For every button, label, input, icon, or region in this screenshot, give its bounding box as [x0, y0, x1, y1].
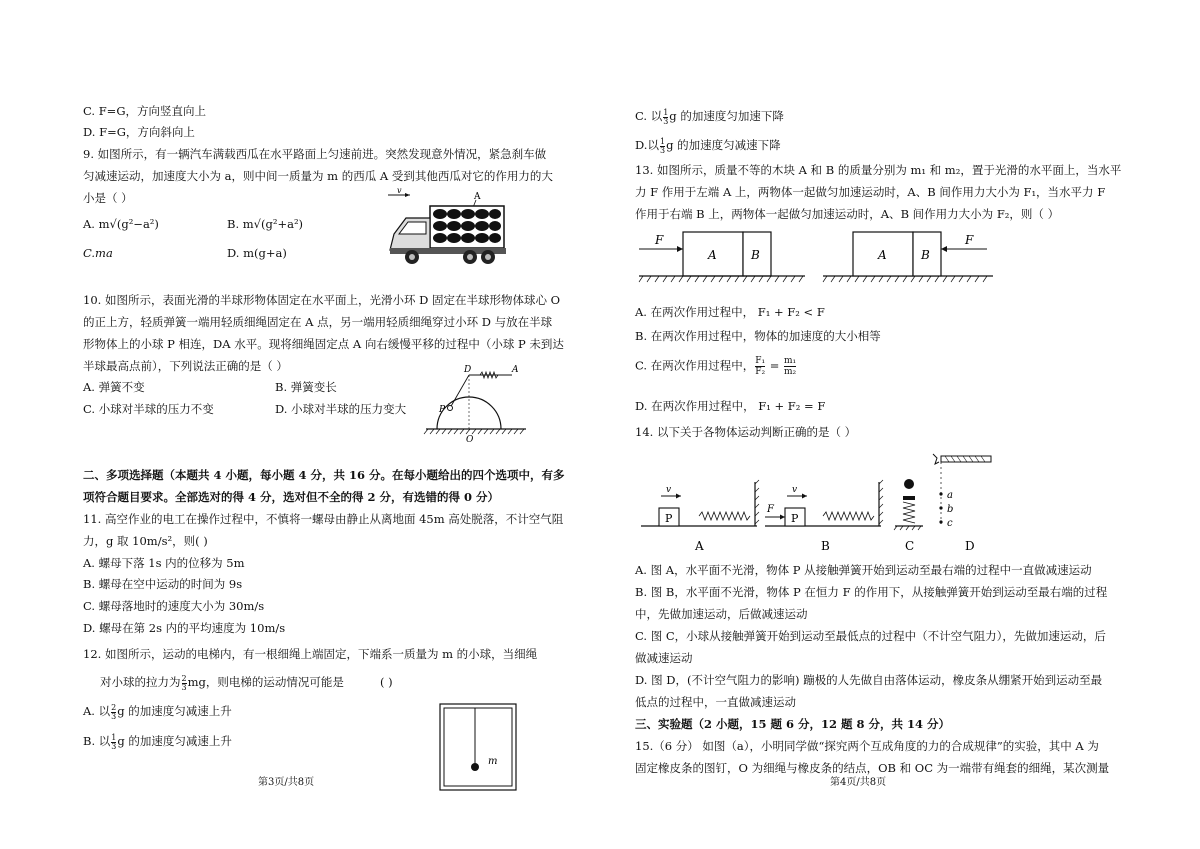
truck-watermelon-figure: [380, 188, 510, 270]
q14-option-c-line1: C. 图 C，小球从接触弹簧开始到运动至最低点的过程中（不计空气阻力），先做加速运动，后: [635, 629, 1106, 643]
q13-stem-line3: 作用于右端 B 上，两物体一起做匀加速运动时，A、B 间作用力大小为 F₂，则（ ）: [635, 207, 1060, 221]
svg-text:c: c: [947, 518, 953, 529]
q8-option-d: D. F=G，方向斜向上: [83, 125, 195, 139]
q9-stem-line2: 匀减速运动，加速度大小为 a，则中间一质量为 m 的西瓜 A 受到其他西瓜对它的作用力的大: [83, 169, 553, 183]
q14-stem: 14. 以下关于各物体运动判断正确的是（ ）: [635, 425, 857, 439]
q11-stem-line2: 力，g 取 10m/s²，则( ): [83, 534, 208, 548]
section2-heading-line1: 二、多项选择题（本题共 4 小题，每小题 4 分，共 16 分。在每小题给出的四个选项中，有多: [83, 468, 565, 482]
q10-option-d: D. 小球对半球的压力变大: [275, 402, 407, 416]
q11-option-c: C. 螺母落地时的速度大小为 30m/s: [83, 599, 265, 613]
q10-stem-line3: 形物体上的小球 P 相连，DA 水平。现将细绳固定点 A 向右缓慢平移的过程中（小球 P 未到达: [83, 337, 564, 351]
q11-option-d: D. 螺母在第 2s 内的平均速度为 10m/s: [83, 621, 286, 635]
q15-stem-line1: 15.（6 分） 如图（a），小明同学做“探究两个互成角度的力的合成规律”的实验，其中 A 为: [635, 739, 1099, 753]
svg-text:F: F: [767, 504, 774, 515]
svg-text:B: B: [921, 248, 930, 262]
q12-answer-blank: ( ): [380, 675, 393, 689]
svg-text:A: A: [695, 539, 704, 553]
q13-option-a: A. 在两次作用过程中， F₁ + F₂ < F: [635, 305, 825, 319]
q10-stem-line4: 半球最高点前），下列说法正确的是（ ）: [83, 359, 288, 373]
q9-stem-line1: 9. 如图所示，有一辆汽车满载西瓜在水平路面上匀速前进。突然发现意外情况，紧急刹车做: [83, 147, 547, 161]
svg-text:F: F: [655, 233, 664, 247]
svg-text:P: P: [791, 512, 799, 525]
q14-option-b-line2: 中，先做加速运动，后做减速运动: [635, 607, 808, 621]
svg-text:A: A: [878, 248, 887, 262]
ball-p-label: P: [439, 405, 446, 415]
q11-option-a: A. 螺母下落 1s 内的位移为 5m: [83, 556, 245, 570]
q14-option-c-line2: 做减速运动: [635, 651, 693, 665]
mass-m-label: m: [488, 756, 498, 767]
svg-text:B: B: [821, 539, 830, 553]
watermelon-a-label: A: [474, 192, 481, 202]
q12-stem-line2: 对小球的拉力为 $\frac{2}{3}$ mg，则电梯的运动情况可能是: [100, 673, 344, 692]
hemisphere-figure: [420, 358, 530, 444]
q12-option-b: B. 以 $\frac{1}{3}$ g 的加速度匀减速上升: [83, 732, 232, 751]
page-footer-3: 第3页/共8页: [258, 777, 315, 788]
q13-option-d: D. 在两次作用过程中， F₁ + F₂ = F: [635, 399, 826, 413]
q12-option-c: C. 以 $\frac{1}{3}$ g 的加速度匀加速下降: [635, 107, 784, 126]
svg-text:F: F: [965, 233, 974, 247]
q14-option-a: A. 图 A，水平面不光滑，物体 P 从接触弹簧开始到运动至最右端的过程中一直做减速运动: [635, 563, 1092, 577]
svg-text:A: A: [708, 248, 717, 262]
q10-option-a: A. 弹簧不变: [83, 380, 145, 394]
q9-stem-line3: 小是（ ）: [83, 191, 133, 205]
q9-option-d: D. m(g+a): [227, 246, 287, 260]
q15-stem-line2: 固定橡皮条的图钉，O 为细绳与橡皮条的结点，OB 和 OC 为一端带有绳套的细绳，某次测量: [635, 761, 1110, 775]
q10-option-b: B. 弹簧变长: [275, 380, 337, 394]
q10-stem-line2: 的正上方，轻质弹簧一端用轻质细绳固定在 A 点，另一端用轻质细绳穿过小环 D 与放在半球: [83, 315, 553, 329]
q10-option-c: C. 小球对半球的压力不变: [83, 402, 214, 416]
svg-text:v: v: [792, 485, 798, 495]
q14-option-d-line2: 低点的过程中，一直做减速运动: [635, 695, 796, 709]
section3-heading: 三、实验题（2 小题，15 题 6 分，12 题 8 分，共 14 分）: [635, 717, 951, 731]
q13-stem-line2: 力 F 作用于左端 A 上，两物体一起做匀加速运动时，A、B 间作用力大小为 F₁，当水平力 F: [635, 185, 1106, 199]
q9-option-b: B. m√(g²+a²): [227, 217, 304, 231]
svg-text:a: a: [947, 490, 953, 501]
q13-option-c: C. 在两次作用过程中， $\frac{\text{F₁}}{\text{F₂}}$ = $\frac{\text{m₁}}{\text{m₂}}$: [635, 356, 797, 377]
q13-stem-line1: 13. 如图所示，质量不等的木块 A 和 B 的质量分别为 m₁ 和 m₂，置于光滑的水平面上，当水平: [635, 163, 1122, 177]
q11-stem-line1: 11. 高空作业的电工在操作过程中，不慎将一螺母由静止从离地面 45m 高处脱落，不计空气阻: [83, 512, 564, 526]
q14-motion-figures: [635, 446, 1010, 556]
q14-option-b-line1: B. 图 B，水平面不光滑，物体 P 在恒力 F 的作用下，从接触弹簧开始到运动至最右端的过程: [635, 585, 1108, 599]
svg-text:b: b: [947, 504, 954, 515]
q9-option-a: A. m√(g²−a²): [83, 217, 159, 231]
center-o-label: O: [466, 435, 474, 444]
q10-stem-line1: 10. 如图所示，表面光滑的半球形物体固定在水平面上，光滑小环 D 固定在半球形物体球心 O: [83, 293, 561, 307]
q12-stem-line1: 12. 如图所示，运动的电梯内，有一根细绳上端固定，下端系一质量为 m 的小球，当细绳: [83, 647, 538, 661]
svg-text:D: D: [965, 539, 975, 553]
q8-option-c: C. F=G，方向竖直向上: [83, 104, 207, 118]
fraction-two-thirds: $\frac{2}{3}$: [181, 673, 187, 692]
truck-velocity-label: v: [397, 188, 402, 195]
q13-option-b: B. 在两次作用过程中，物体的加速度的大小相等: [635, 329, 881, 343]
blocks-a-b-figure: [635, 226, 1015, 286]
q14-option-d-line1: D. 图 D，(不计空气阻力的影响) 蹦极的人先做自由落体运动，橡皮条从绷紧开始到运动至最: [635, 673, 1103, 687]
svg-text:P: P: [665, 512, 673, 525]
q12-option-d: D.以 $\frac{1}{3}$ g 的加速度匀减速下降: [635, 136, 781, 155]
q9-option-c: C.ma: [83, 246, 113, 260]
svg-text:B: B: [751, 248, 760, 262]
ring-d-label: D: [464, 365, 472, 375]
svg-text:v: v: [666, 485, 672, 495]
svg-text:C: C: [905, 539, 915, 553]
page-footer-4: 第4页/共8页: [830, 777, 887, 788]
elevator-figure: [438, 702, 520, 794]
q12-option-a: A. 以 $\frac{2}{3}$ g 的加速度匀减速上升: [83, 702, 232, 721]
point-a-label: A: [512, 365, 519, 375]
q11-option-b: B. 螺母在空中运动的时间为 9s: [83, 577, 243, 591]
section2-heading-line2: 项符合题目要求。全部选对的得 4 分，选对但不全的得 2 分，有选错的得 0 分）: [83, 490, 500, 504]
